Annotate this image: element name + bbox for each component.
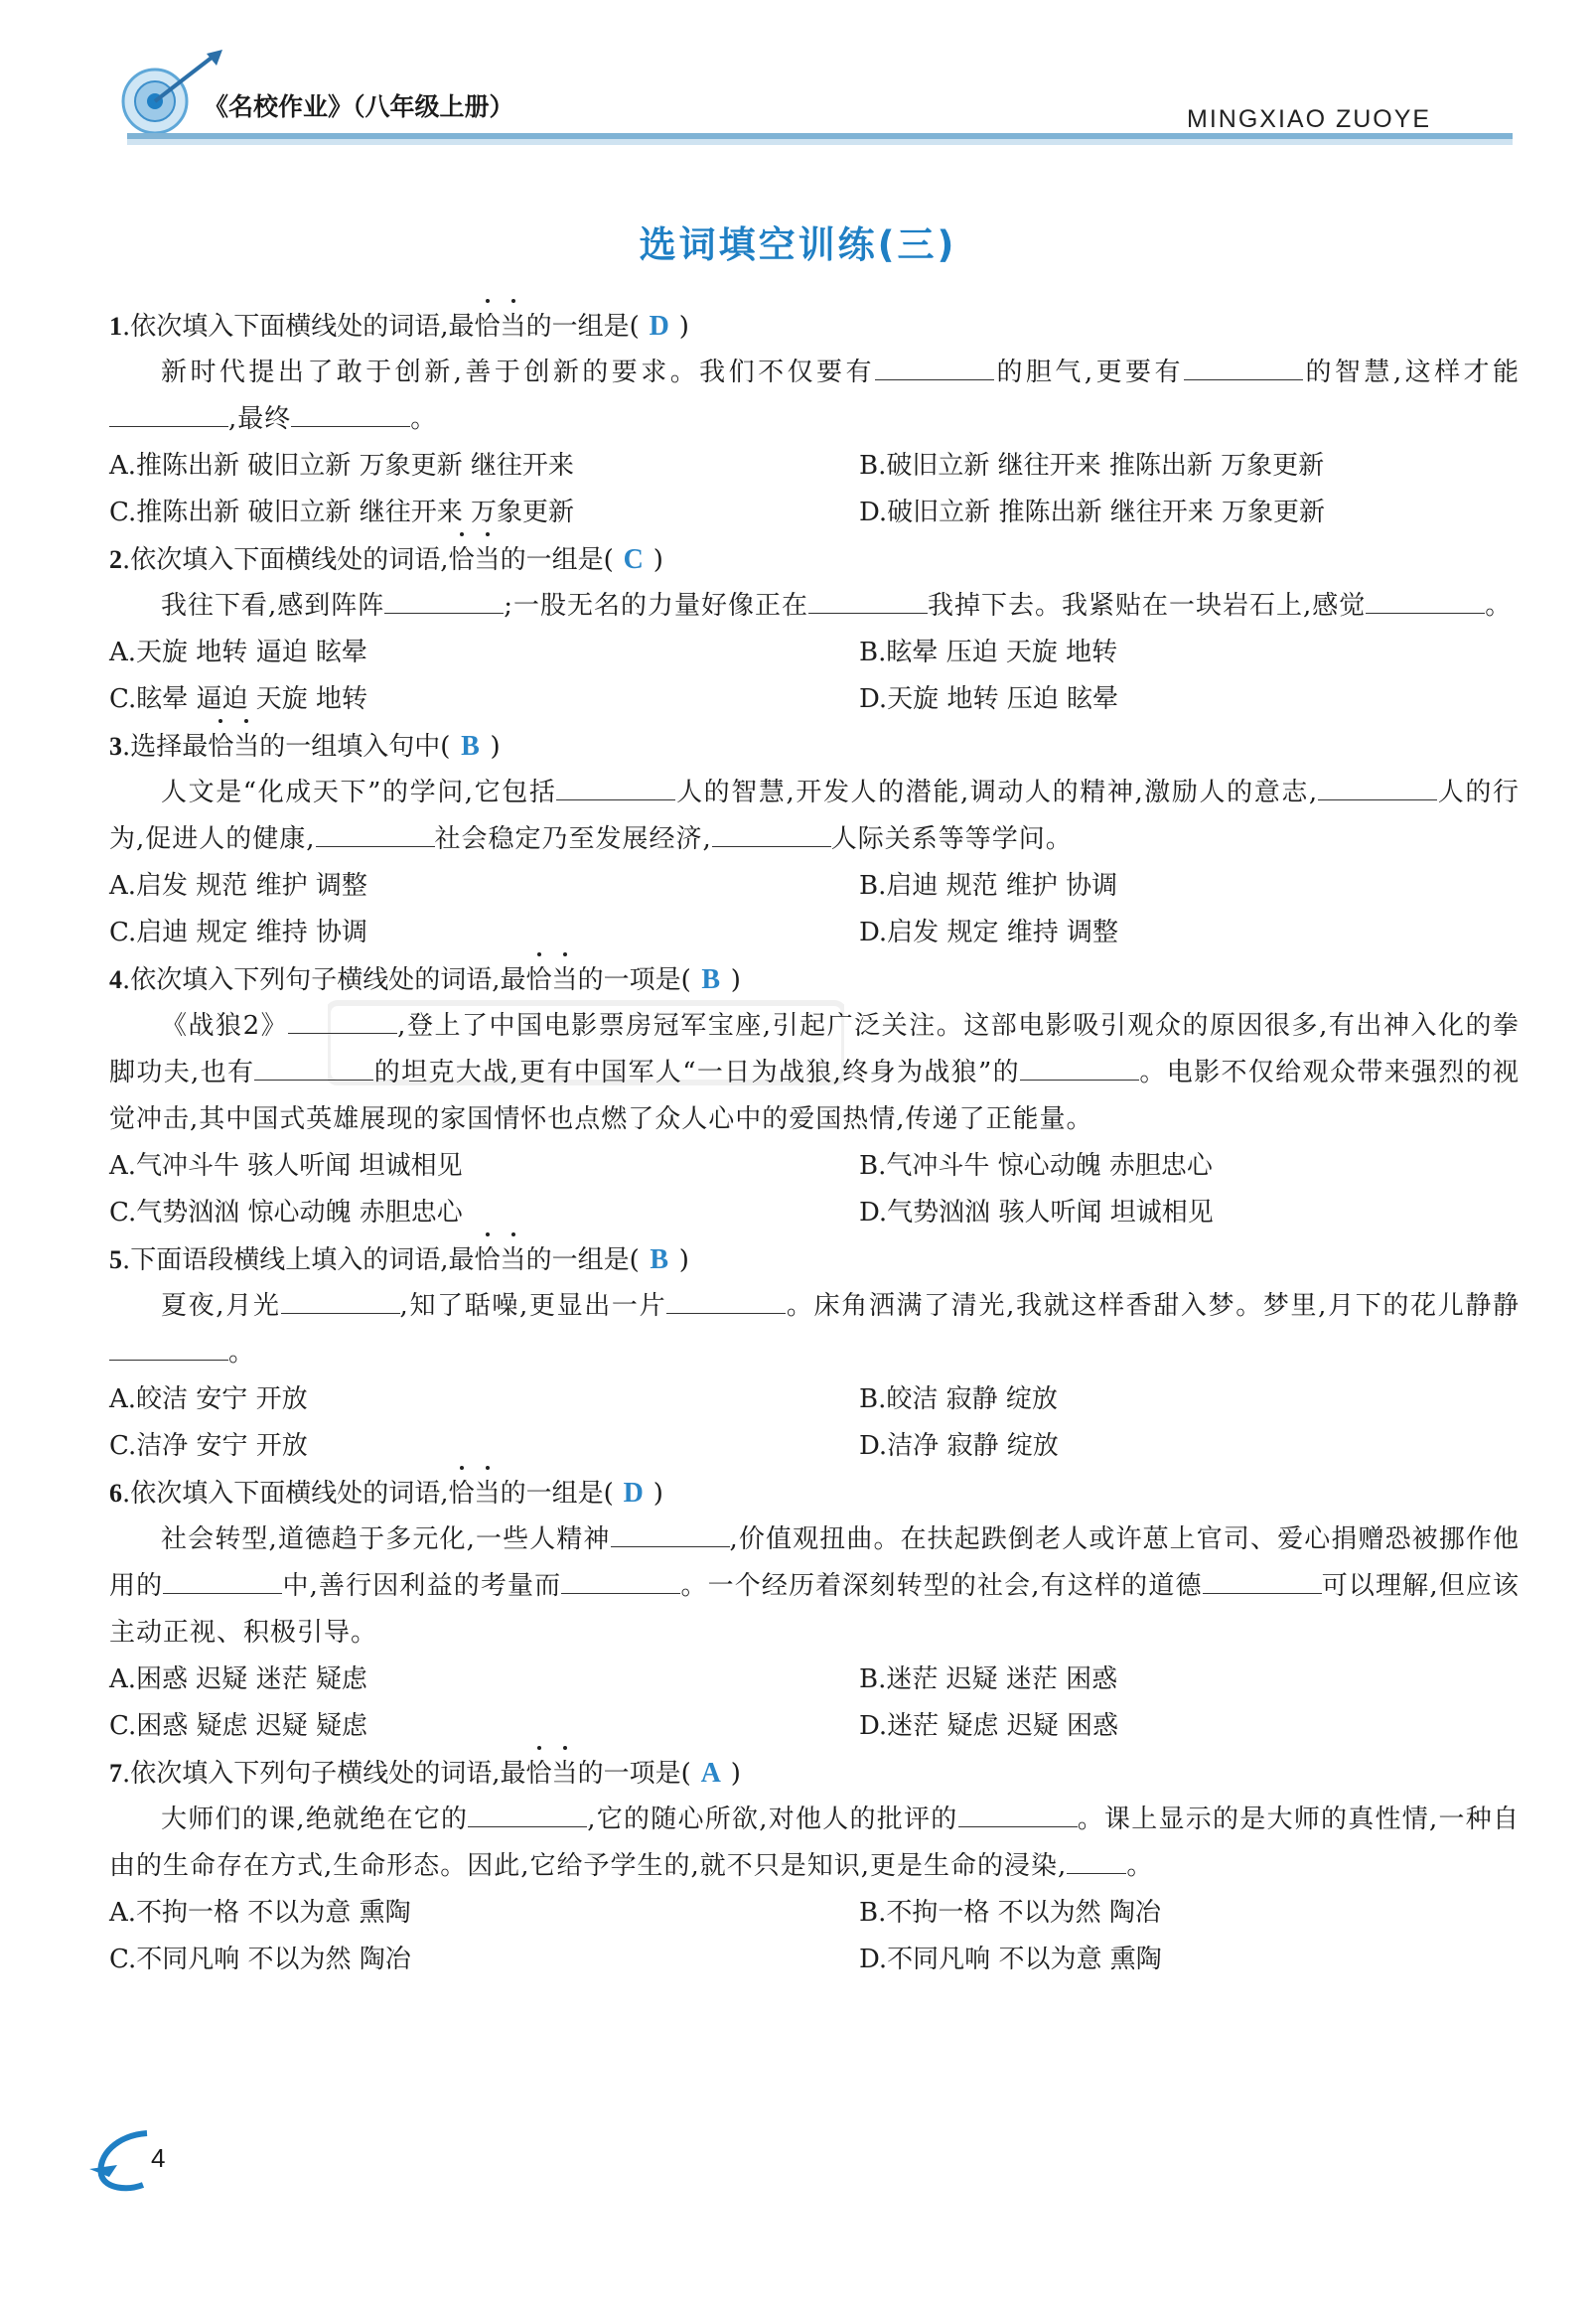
stem-text: ): [678, 1245, 689, 1275]
header-rule-light: [127, 139, 1513, 145]
fill-blank[interactable]: [561, 1569, 680, 1594]
question-item: [109, 536, 1520, 723]
question-passage: [109, 1517, 1520, 1657]
question-passage: [109, 770, 1520, 863]
option-d[interactable]: D.气势汹汹 骇人听闻 坦诚相见: [859, 1198, 1214, 1228]
passage-text: ,登上了中国电影票房冠军宝座,引起广泛关注。这部电影吸引观众的原因很多,有出神入化的拳脚功夫,也有: [109, 1011, 1521, 1087]
passage-text: 。: [1126, 1851, 1154, 1881]
passage-text: ,它的随心所欲,对他人的批评的: [587, 1805, 958, 1834]
answer-letter: B: [701, 964, 721, 995]
passage-text: 。: [1485, 591, 1513, 621]
question-item: [109, 1750, 1520, 1983]
fill-blank[interactable]: [611, 1522, 730, 1547]
passage-text: 。一个经历着深刻转型的社会,有这样的道德: [680, 1571, 1203, 1601]
option-grid: [109, 863, 1520, 956]
fill-blank[interactable]: [712, 822, 831, 847]
option-d[interactable]: D.洁净 寂静 绽放: [859, 1431, 1059, 1461]
stem-text: ): [490, 732, 501, 762]
stem-text: ): [653, 545, 663, 575]
option-c[interactable]: C.推陈出新 破旧立新 继往开来 万象更新: [109, 498, 575, 527]
answer-letter: B: [650, 1244, 669, 1275]
fill-blank[interactable]: [468, 1803, 587, 1827]
fill-blank[interactable]: [288, 1009, 397, 1034]
page-header: [0, 0, 1596, 169]
option-d[interactable]: D.天旋 地转 压迫 眩晕: [859, 684, 1118, 714]
question-stem: [109, 723, 1520, 770]
passage-text: 的智慧,这样才能: [1303, 358, 1521, 387]
question-passage: [109, 583, 1520, 630]
passage-text: 社会稳定乃至发展经济,: [434, 824, 712, 854]
stem-text: .依次填入下列句子横线处的词语,最: [122, 965, 526, 995]
passage-text: 。: [228, 1338, 256, 1368]
fill-blank[interactable]: [291, 402, 410, 427]
fill-blank[interactable]: [109, 402, 228, 427]
stem-text: .依次填入下面横线处的词语,最: [122, 312, 475, 342]
emphasis-dots: 恰当: [526, 965, 578, 995]
stem-text: ): [730, 1759, 741, 1789]
emphasis-dots: 恰当: [475, 312, 526, 342]
passage-text: 《战狼2》: [161, 1011, 289, 1041]
fill-blank[interactable]: [254, 1056, 373, 1081]
option-grid: [109, 1143, 1520, 1236]
emphasis-dots: 恰当: [449, 1479, 501, 1509]
option-a[interactable]: A.推陈出新 破旧立新 万象更新 继往开来: [109, 451, 574, 481]
option-c[interactable]: C.不同凡响 不以为然 陶冶: [109, 1945, 411, 1974]
question-stem: [109, 1750, 1520, 1797]
fill-blank[interactable]: [1203, 1569, 1322, 1594]
fill-blank[interactable]: [1318, 776, 1437, 800]
option-b[interactable]: B.皎洁 寂静 绽放: [859, 1384, 1058, 1414]
answer-letter: D: [623, 1478, 644, 1509]
passage-text: 。: [410, 404, 438, 434]
fill-blank[interactable]: [875, 356, 994, 380]
question-stem: [109, 303, 1520, 350]
stem-text: .下面语段横线上填入的词语,最: [122, 1245, 475, 1275]
question-list: [109, 303, 1520, 1983]
stem-text: 的一组填入句中(: [259, 732, 451, 762]
fill-blank[interactable]: [1067, 1849, 1126, 1874]
option-d[interactable]: D.迷茫 疑虑 迟疑 困惑: [859, 1711, 1118, 1741]
question-item: [109, 956, 1520, 1236]
page-number: 4: [151, 2143, 166, 2173]
passage-text: ;一股无名的力量好像正在: [504, 591, 809, 621]
fill-blank[interactable]: [1366, 589, 1485, 614]
passage-text: 新时代提出了敢于创新,善于创新的要求。我们不仅要有: [161, 358, 875, 387]
stem-text: 的一项是(: [577, 965, 691, 995]
option-grid: [109, 630, 1520, 723]
question-number: 2: [109, 545, 122, 574]
fill-blank[interactable]: [316, 822, 435, 847]
passage-text: ,最终: [228, 404, 292, 434]
stem-text: .选择最: [122, 732, 209, 762]
fill-blank[interactable]: [556, 776, 675, 800]
option-d[interactable]: D.启发 规定 维持 调整: [859, 918, 1118, 947]
passage-text: ,知了聒噪,更显出一片: [399, 1291, 667, 1321]
passage-text: 我掉下去。我紧贴在一块岩石上,感觉: [928, 591, 1367, 621]
stem-text: 的一组是(: [500, 545, 614, 575]
question-number: 1: [109, 312, 122, 341]
passage-text: ,价值观扭曲。在扶起跌倒老人或许葸上官司、爱心捐赠恐被挪作他用的: [109, 1524, 1521, 1601]
option-b[interactable]: B.气冲斗牛 惊心动魄 赤胆忠心: [859, 1151, 1213, 1181]
stem-text: 的一项是(: [577, 1759, 691, 1789]
question-stem: [109, 1236, 1520, 1283]
fill-blank[interactable]: [1020, 1056, 1139, 1081]
question-passage: [109, 1283, 1520, 1376]
stem-text: 的一组是(: [525, 312, 640, 342]
answer-letter: A: [700, 1758, 721, 1789]
question-item: [109, 723, 1520, 956]
question-number: 3: [109, 732, 122, 761]
question-number: 7: [109, 1759, 122, 1788]
option-c[interactable]: C.气势汹汹 惊心动魄 赤胆忠心: [109, 1198, 463, 1228]
stem-text: .依次填入下列句子横线处的词语,最: [122, 1759, 526, 1789]
option-a[interactable]: A.天旋 地转 逼迫 眩晕: [109, 638, 367, 667]
answer-letter: B: [461, 731, 480, 762]
passage-text: 人的智慧,开发人的潜能,调动人的精神,激励人的意志,: [675, 778, 1319, 807]
option-grid: [109, 1890, 1520, 1983]
passage-text: 我往下看,感到阵阵: [161, 591, 385, 621]
passage-text: 。电影不仅给观众带来强烈的视觉冲击,其中国式英雄展现的家国情怀也点燃了众人心中的爱国热情,传递了正能量。: [109, 1058, 1520, 1134]
passage-text: 。床角洒满了清光,我就这样香甜入梦。梦里,月下的花儿静静: [786, 1291, 1521, 1321]
passage-text: 的胆气,更要有: [993, 358, 1184, 387]
stem-text: 的一组是(: [525, 1245, 640, 1275]
fill-blank[interactable]: [384, 589, 504, 614]
option-a[interactable]: A.皎洁 安宁 开放: [109, 1384, 308, 1414]
question-item: [109, 1470, 1520, 1750]
fill-blank[interactable]: [958, 1803, 1078, 1827]
option-c[interactable]: C.困惑 疑虑 迟疑 疑虑: [109, 1711, 368, 1741]
fill-blank[interactable]: [109, 1336, 228, 1361]
option-b[interactable]: B.启迪 规范 维护 协调: [859, 871, 1118, 901]
passage-text: 可以理解,但应该主动正视、积极引导。: [109, 1571, 1521, 1648]
fill-blank[interactable]: [163, 1569, 282, 1594]
question-passage: [109, 350, 1520, 443]
option-c[interactable]: C.洁净 安宁 开放: [109, 1431, 308, 1461]
emphasis-dots: 恰当: [526, 1759, 578, 1789]
fill-blank[interactable]: [666, 1289, 786, 1314]
option-b[interactable]: B.迷茫 迟疑 迷茫 困惑: [859, 1664, 1118, 1694]
page-title: 选词填空训练(三): [639, 223, 957, 266]
passage-text: 的坦克大战,更有中国军人“一日为战狼,终身为战狼”的: [373, 1058, 1021, 1087]
fill-blank[interactable]: [1184, 356, 1303, 380]
book-title: 《名校作业》（八年级上册）: [204, 92, 514, 121]
question-number: 6: [109, 1479, 122, 1508]
option-d[interactable]: D.不同凡响 不以为意 熏陶: [859, 1945, 1162, 1974]
question-stem: [109, 956, 1520, 1003]
emphasis-dots: 恰当: [449, 545, 501, 575]
question-stem: [109, 536, 1520, 583]
question-number: 4: [109, 965, 122, 994]
option-c[interactable]: C.启迪 规定 维持 协调: [109, 918, 368, 947]
passage-text: 大师们的课,绝就绝在它的: [161, 1805, 469, 1834]
option-b[interactable]: B.眩晕 压迫 天旋 地转: [859, 638, 1118, 667]
option-a[interactable]: A.困惑 迟疑 迷茫 疑虑: [109, 1664, 367, 1694]
option-grid: [109, 1657, 1520, 1750]
option-a[interactable]: A.不拘一格 不以为意 熏陶: [109, 1898, 411, 1928]
passage-text: 。课上显示的是大师的真性情,一种自由的生命存在方式,生命形态。因此,它给予学生的,就不只是知识,更是生命的浸染,: [109, 1805, 1521, 1881]
option-a[interactable]: A.启发 规范 维护 调整: [109, 871, 367, 901]
option-d[interactable]: D.破旧立新 推陈出新 继往开来 万象更新: [859, 498, 1325, 527]
option-grid: [109, 443, 1520, 536]
passage-text: 中,善行因利益的考量而: [282, 1571, 562, 1601]
series-name: MINGXIAO ZUOYE: [1187, 105, 1432, 133]
stem-text: .依次填入下面横线处的词语,: [122, 1479, 449, 1509]
question-item: [109, 303, 1520, 536]
question-stem: [109, 1470, 1520, 1517]
option-a[interactable]: A.气冲斗牛 骇人听闻 坦诚相见: [109, 1151, 463, 1181]
passage-text: 社会转型,道德趋于多元化,一些人精神: [161, 1524, 611, 1554]
question-item: [109, 1236, 1520, 1470]
option-c[interactable]: C.眩晕 逼迫 天旋 地转: [109, 684, 368, 714]
stem-text: ): [730, 965, 741, 995]
answer-letter: D: [649, 311, 669, 342]
answer-letter: C: [623, 544, 644, 575]
emphasis-dots: 恰当: [208, 732, 259, 762]
stem-text: ): [653, 1479, 663, 1509]
fill-blank[interactable]: [281, 1289, 400, 1314]
passage-text: 夏夜,月光: [161, 1291, 281, 1321]
passage-text: 人文是“化成天下”的学问,它包括: [161, 778, 557, 807]
option-b[interactable]: B.破旧立新 继往开来 推陈出新 万象更新: [859, 451, 1325, 481]
stem-text: ): [678, 312, 689, 342]
stem-text: 的一组是(: [500, 1479, 614, 1509]
fill-blank[interactable]: [808, 589, 928, 614]
question-passage: [109, 1003, 1520, 1143]
emphasis-dots: 恰当: [475, 1245, 526, 1275]
question-passage: [109, 1797, 1520, 1890]
passage-text: 人的行为,促进人的健康,: [109, 778, 1520, 854]
option-grid: [109, 1376, 1520, 1470]
passage-text: 人际关系等等学问。: [830, 824, 1073, 854]
stem-text: .依次填入下面横线处的词语,: [122, 545, 449, 575]
question-number: 5: [109, 1245, 122, 1274]
option-b[interactable]: B.不拘一格 不以为然 陶冶: [859, 1898, 1161, 1928]
